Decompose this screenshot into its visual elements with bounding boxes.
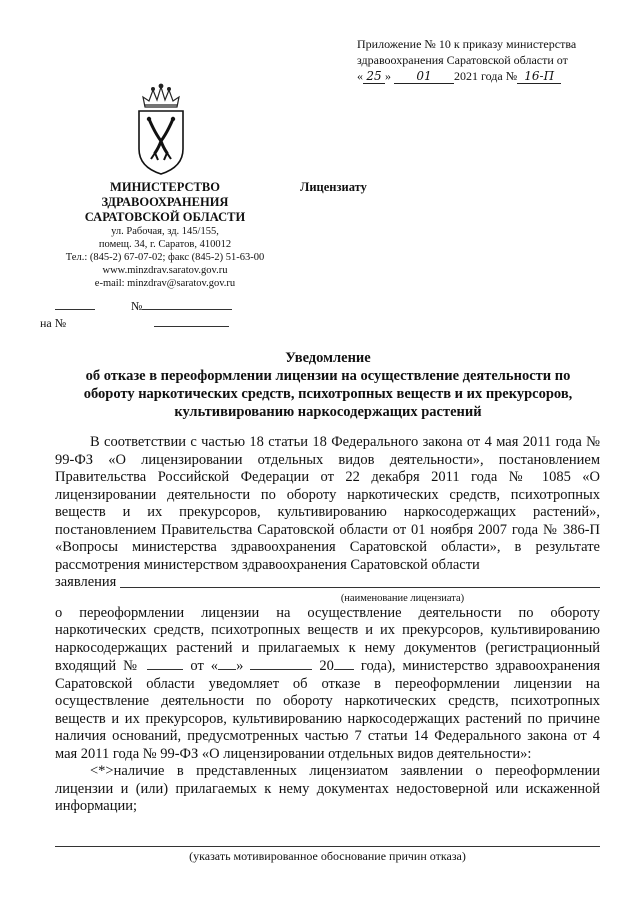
notification-text-d: 20 xyxy=(319,658,334,674)
ministry-address-2: помещ. 34, г. Саратов, 410012 xyxy=(98,239,232,250)
reason-caption: (указать мотивированное обоснование причин отказа) xyxy=(189,849,466,863)
incoming-label: на xyxy=(40,316,52,330)
ministry-address-1: ул. Рабочая, зд. 145/155, xyxy=(111,226,219,237)
registration-number-blank xyxy=(147,657,183,670)
notice-title xyxy=(36,349,620,421)
appendix-reference xyxy=(357,36,627,84)
incoming-number-blank xyxy=(154,316,229,327)
ministry-website: www.minzdrav.saratov.gov.ru xyxy=(102,265,228,276)
registration-month-blank xyxy=(250,657,312,670)
saratov-coat-of-arms-icon xyxy=(131,81,191,176)
ministry-phone: Тел.: (845-2) 67-07-02; факс (845-2) 51-63-00 xyxy=(65,252,265,263)
appendix-line-2: здравоохранения Саратовской области от xyxy=(357,53,568,67)
notification-text-a: о переоформлении лицензии на осуществление деятельности по обороту наркотических средств, психотропных веществ и их прекурсоров, культивированию наркосодержащих растений и прилагаемых к нему документов (регистрационный входящий № xyxy=(55,604,600,674)
registration-year-blank xyxy=(334,657,354,670)
handwritten-number: 16-П xyxy=(517,70,561,84)
appendix-year: 2021 года xyxy=(454,69,503,83)
handwritten-month: 01 xyxy=(394,70,454,84)
appendix-line-1: Приложение № 10 к приказу министерства xyxy=(357,37,577,51)
outgoing-number-blank xyxy=(142,299,232,310)
application-line xyxy=(55,574,600,592)
ministry-name-line-2: ЗДРАВООХРАНЕНИЯ xyxy=(101,195,229,209)
notice-body xyxy=(55,434,600,816)
notification-text-c: » xyxy=(236,658,244,674)
appendix-date-line xyxy=(357,68,627,84)
appendix-number-label: № xyxy=(505,69,518,83)
incoming-number-label: № xyxy=(54,316,67,330)
notice-title-line-4: культивированию наркосодержащих растений xyxy=(174,404,482,420)
quote-open: « xyxy=(357,69,363,83)
reason-blank-line xyxy=(55,846,600,847)
paragraph-notification xyxy=(55,605,600,764)
licensee-name-caption: (наименование лицензиата) xyxy=(340,592,465,604)
outgoing-date-blank xyxy=(55,299,95,310)
paragraph-refusal-reason: <*>наличие в представленных лицензиатом заявлении о переоформлении лицензии и (или) прилагаемых к нему документах недостоверной или искаженной информации; xyxy=(55,763,600,814)
outgoing-number-line xyxy=(55,299,240,315)
registration-day-blank xyxy=(218,657,236,670)
ministry-email: e-mail: minzdrav@saratov.gov.ru xyxy=(94,278,236,289)
ministry-letterhead xyxy=(40,180,290,290)
licensee-label: Лицензиату xyxy=(300,180,367,194)
ministry-name-line-1: МИНИСТЕРСТВО xyxy=(110,180,220,194)
licensee-name-blank xyxy=(120,587,600,588)
paragraph-legal-basis: В соответствии с частью 18 статьи 18 Федерального закона от 4 мая 2011 года № 99-ФЗ «О лицензировании отдельных видов деятельности», постановлением Правительства Российской Федерации от 22 декабря 2011 года № 1085 «О лицензировании деятельности по обороту наркотических средств, психотропных веществ и их прекурсоров, культивированию наркосодержащих растений», постановлением Правительства Саратовской области от 01 ноября 2007 года № 386-П «Вопросы министерства здравоохранения Саратовской области», в результате рассмотрения министерством здравоохранения Саратовской области xyxy=(55,434,600,573)
quote-close: » xyxy=(385,69,391,83)
incoming-number-line xyxy=(40,316,240,332)
notice-title-line-1: Уведомление xyxy=(285,350,371,366)
notification-text-b: от « xyxy=(190,658,219,674)
handwritten-day: 25 xyxy=(363,70,385,84)
outgoing-number-label: № xyxy=(131,299,143,313)
notice-title-line-2: об отказе в переоформлении лицензии на осуществление деятельности по xyxy=(85,368,571,384)
ministry-name-line-3: САРАТОВСКОЙ ОБЛАСТИ xyxy=(84,210,246,224)
notice-title-line-3: обороту наркотических средств, психотропных веществ и их прекурсоров, xyxy=(83,386,573,402)
notification-text-e: года), министерство здравоохранения Саратовской области уведомляет об отказе в переоформлении лицензии на осуществление деятельности по обороту наркотических средств, психотропных веществ и их прекурсоров, культивированию наркосодержащих растений по причине наличия оснований, предусмотренных частью 7 статьи 14 Федерального закона от 4 мая 2011 года № 99-ФЗ «О лицензировании отдельных видов деятельности»: xyxy=(55,658,600,762)
application-word: заявления xyxy=(55,574,117,590)
